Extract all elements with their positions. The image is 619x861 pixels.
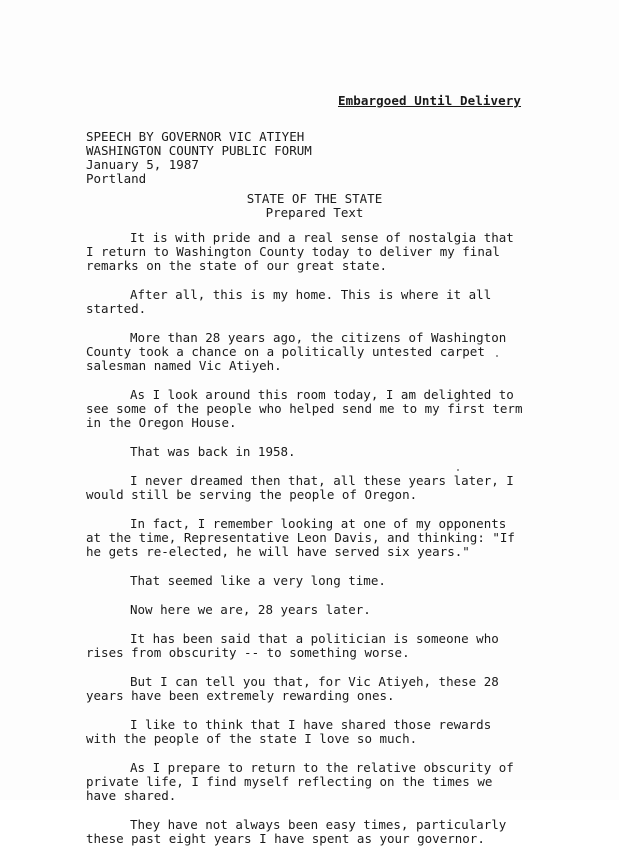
paragraph: It is with pride and a real sense of nostalgia that I return to Washington County today to deliver my final remarks on the state of our great state. [86, 230, 514, 273]
embargo-notice: Embargoed Until Delivery [338, 93, 522, 108]
paragraph: That was back in 1958. [130, 444, 296, 459]
scan-speck [496, 355, 498, 357]
paragraph: More than 28 years ago, the citizens of Washington County took a chance on a politically untested carpet salesman named Vic Atiyeh. [86, 330, 507, 373]
paragraph: That seemed like a very long time. [130, 573, 386, 588]
paragraph: Now here we are, 28 years later. [130, 602, 371, 617]
paragraph: They have not always been easy times, particularly these past eight years I have spent as your governor. [86, 817, 507, 846]
header-location: Portland [86, 171, 147, 186]
speech-body [86, 231, 556, 861]
paragraph: In fact, I remember looking at one of my opponents at the time, Representative Leon Davis, and thinking: "If he gets re-elected, he will have served six years." [86, 516, 515, 559]
paragraph: As I prepare to return to the relative obscurity of private life, I find myself reflecting on the times we have shared. [86, 760, 514, 803]
paragraph: As I look around this room today, I am delighted to see some of the people who helped send me to my first term in the Oregon House. [86, 387, 523, 430]
header-date: January 5, 1987 [86, 157, 199, 172]
paragraph: It has been said that a politician is someone who rises from obscurity -- to something worse. [86, 631, 499, 660]
header-speaker: SPEECH BY GOVERNOR VIC ATIYEH [86, 129, 305, 144]
paragraph: After all, this is my home. This is where it all started. [86, 287, 492, 316]
title-main: STATE OF THE STATE [246, 191, 383, 206]
title-sub: Prepared Text [265, 205, 364, 220]
header-venue: WASHINGTON COUNTY PUBLIC FORUM [86, 143, 312, 158]
paragraph: I like to think that I have shared those rewards with the people of the state I love so much. [86, 717, 492, 746]
scan-speck [457, 469, 459, 471]
speech-title [0, 192, 619, 220]
paragraph: But I can tell you that, for Vic Atiyeh, these 28 years have been extremely rewarding ones. [86, 674, 499, 703]
paragraph: I never dreamed then that, all these years later, I would still be serving the people of Oregon. [86, 473, 514, 502]
speech-header [86, 130, 312, 186]
